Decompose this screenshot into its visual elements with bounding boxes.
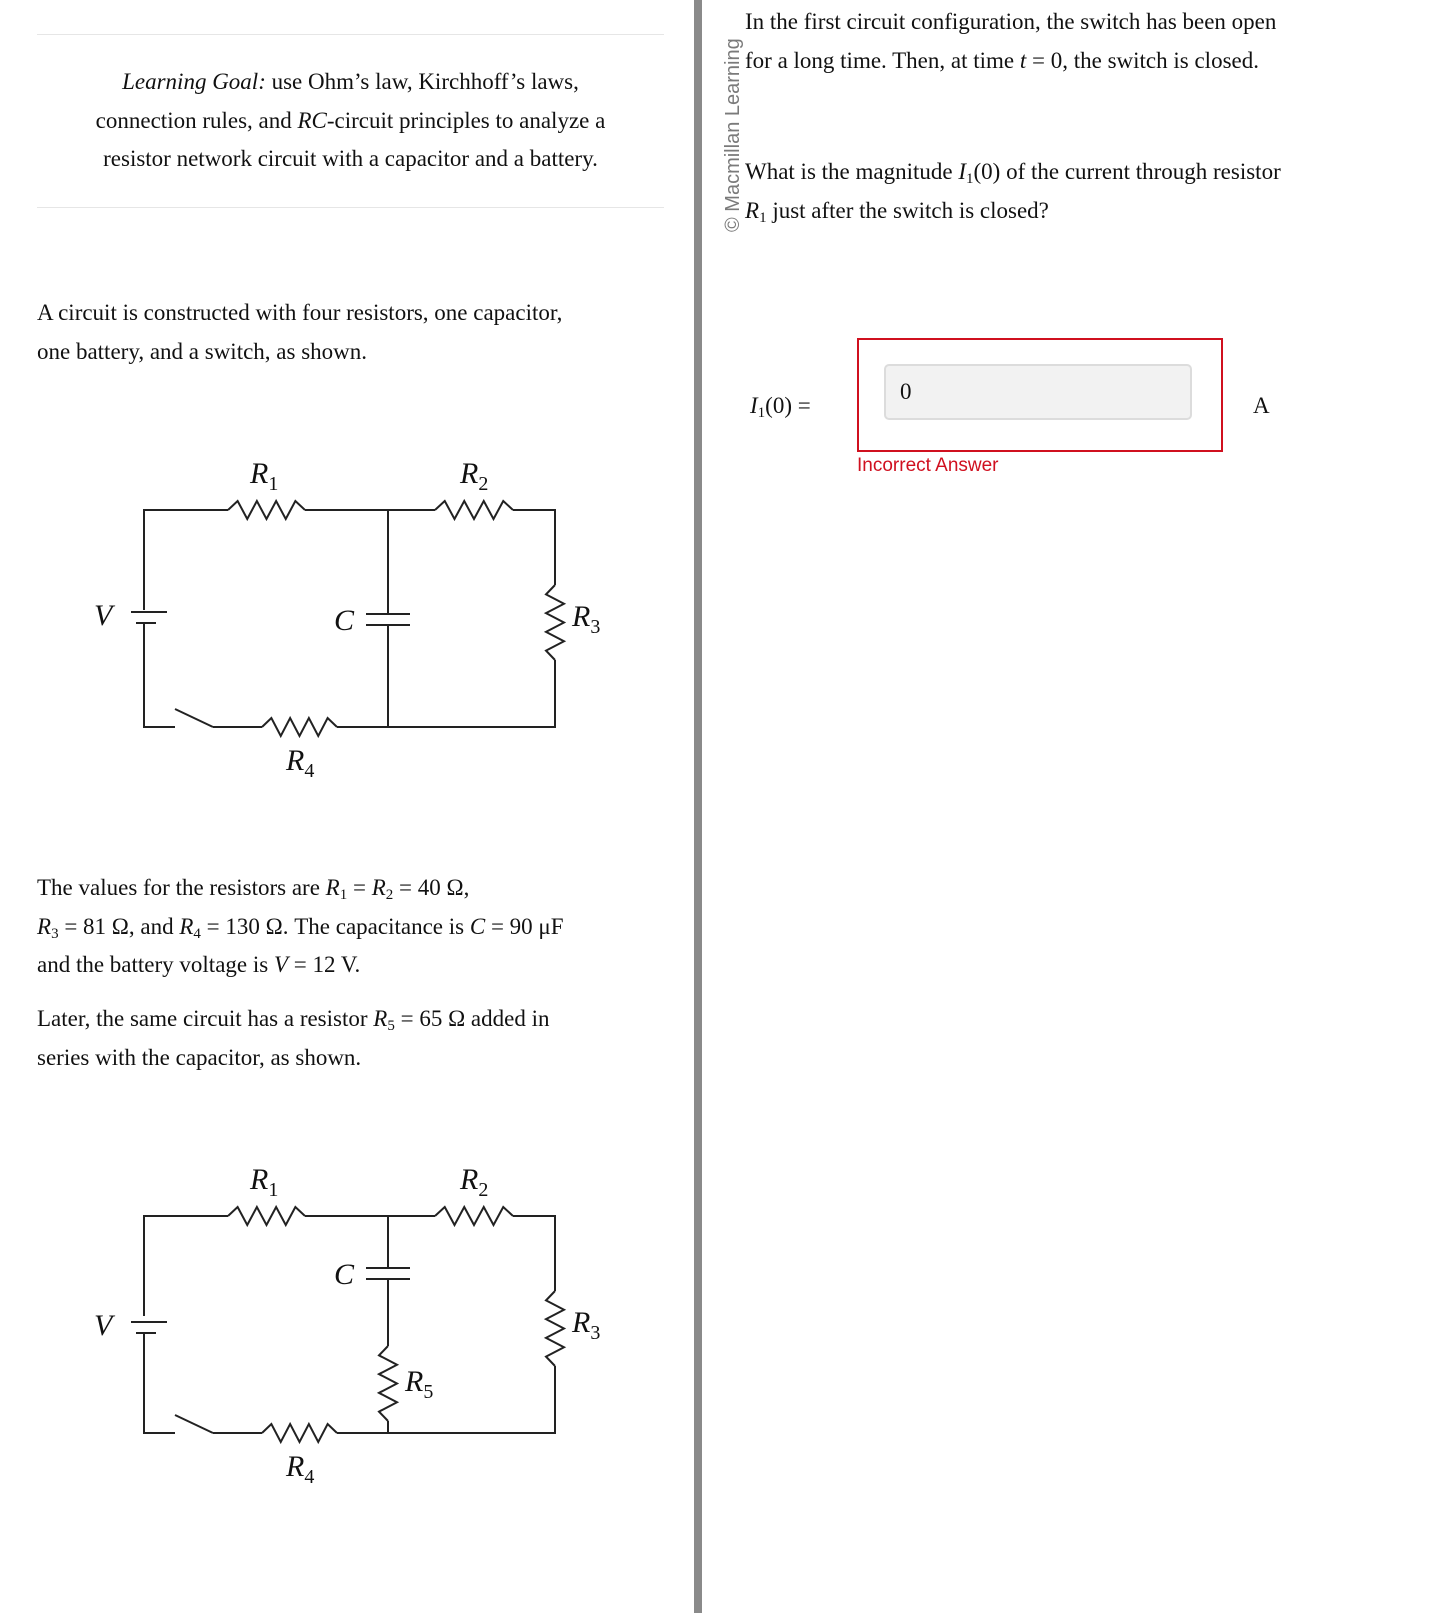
label-r2: $R_2$ — [460, 1163, 489, 1201]
wire — [388, 660, 555, 727]
copyright-watermark: © Macmillan Learning — [722, 38, 744, 232]
intro-line: A circuit is constructed with four resistors, one capacitor, — [37, 300, 563, 325]
panel-divider[interactable] — [694, 0, 702, 1613]
prompt-paragraph: In the first circuit configuration, the switch has been open for a long time. Then, at time t = 0, the switch is closed. — [745, 9, 1277, 73]
learning-goal — [37, 63, 664, 179]
wire — [144, 510, 228, 610]
resistor-r4 — [262, 1424, 337, 1442]
wire — [144, 1216, 228, 1316]
label-c: C — [334, 1258, 355, 1291]
incorrect-answer-feedback: Incorrect Answer — [857, 455, 999, 476]
label-r3: $R_3$ — [572, 600, 601, 638]
label-c: C — [334, 604, 355, 637]
answer-error-frame — [857, 338, 1223, 452]
switch — [175, 1415, 213, 1433]
wire — [144, 623, 175, 727]
label-r4: $R_4$ — [286, 744, 315, 782]
goal-label: Learning Goal: — [122, 69, 266, 94]
label-r1: $R_1$ — [250, 1163, 279, 1201]
wire — [144, 1333, 175, 1433]
goal-text: connection rules, and — [95, 107, 298, 133]
intro-paragraph — [37, 294, 677, 371]
values-paragraph: The values for the resistors are $R_1 = R_2 = 40$ Ω, $R_3 = 81$ Ω, and $R_4 = 130$ Ω. The capacitance is C = 90 μF and the battery voltage is V = 12 V. — [37, 875, 564, 977]
goal-text: resistor network circuit with a capacitor and a battery. — [103, 146, 598, 171]
answer-input[interactable] — [884, 364, 1192, 420]
goal-text: use Ohm’s law, Kirchhoff’s laws, — [265, 69, 579, 94]
switch — [175, 709, 213, 727]
label-r2: $R_2$ — [460, 457, 489, 495]
question-text: What is the magnitude $I_1(0)$ of the current through resistor $R_1$ just after the switch is closed? — [745, 159, 1281, 226]
goal-rc: RC — [297, 107, 327, 133]
answer-label: $I_1(0)$ = — [750, 393, 811, 421]
wire — [513, 1216, 555, 1291]
circuit-diagram-2 — [0, 1146, 690, 1496]
label-r5: $R_5$ — [405, 1365, 434, 1403]
resistor-r5 — [379, 1346, 397, 1421]
wire — [513, 510, 555, 585]
label-r3: $R_3$ — [572, 1306, 601, 1344]
unit-label: A — [1253, 393, 1270, 418]
resistor-r1 — [228, 1207, 305, 1225]
label-v: V — [94, 599, 113, 632]
label-r1: $R_1$ — [250, 457, 279, 495]
label-v: V — [94, 1309, 113, 1342]
label-r4: $R_4$ — [286, 1450, 315, 1488]
resistor-r1 — [228, 501, 305, 519]
goal-text: -circuit principles to analyze a — [326, 107, 606, 133]
circuit-diagram-1 — [0, 440, 690, 790]
resistor-r2 — [435, 1207, 513, 1225]
resistor-r3 — [546, 1291, 564, 1366]
resistor-r3 — [546, 585, 564, 660]
resistor-r4 — [262, 718, 337, 736]
goal-top-rule — [37, 34, 664, 35]
goal-bottom-rule — [37, 207, 664, 208]
later-paragraph: Later, the same circuit has a resistor $R_5 = 65$ Ω added in series with the capacitor, as shown. — [37, 1006, 550, 1070]
resistor-r2 — [435, 501, 513, 519]
intro-line: one battery, and a switch, as shown. — [37, 338, 368, 364]
